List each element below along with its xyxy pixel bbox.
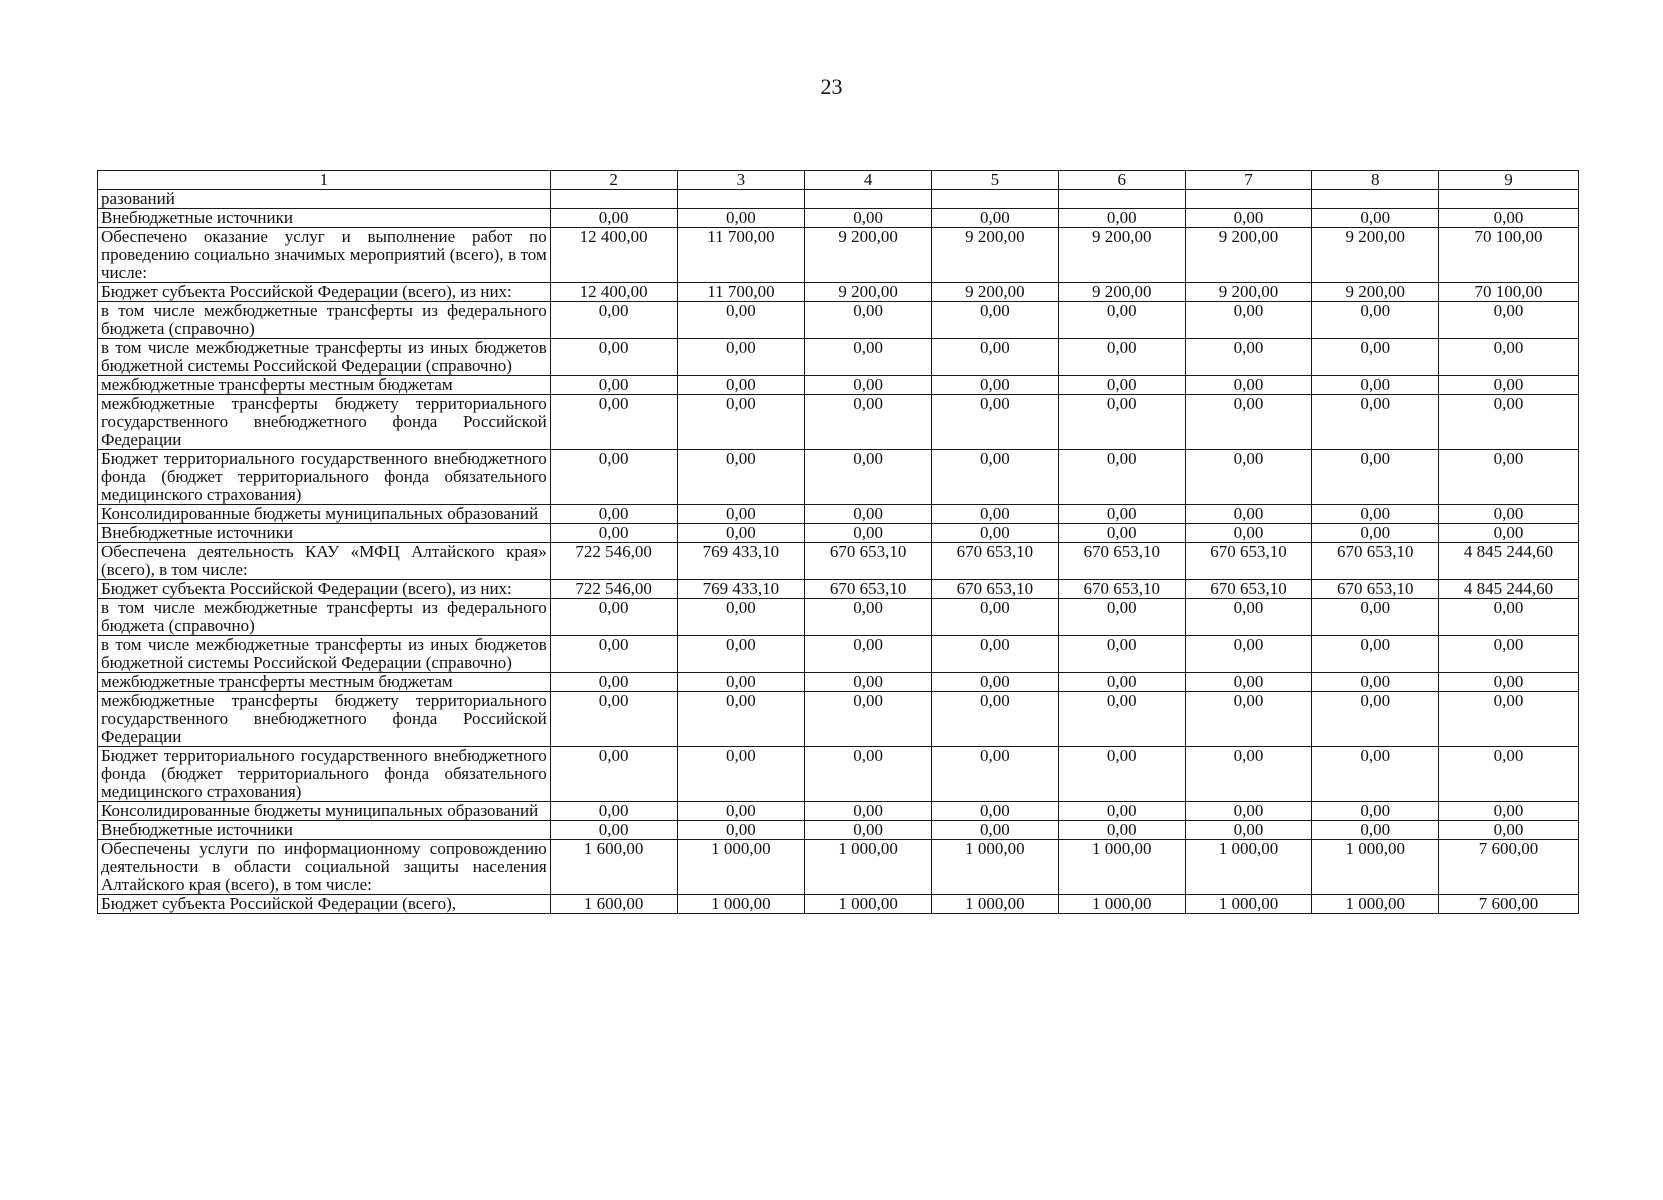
table-row [98, 283, 1579, 302]
value-cell: 0,00 [1058, 395, 1185, 450]
value-cell: 11 700,00 [677, 283, 805, 302]
value-cell: 0,00 [550, 747, 677, 802]
row-label: разований [98, 190, 551, 209]
value-cell: 0,00 [1058, 747, 1185, 802]
value-cell: 0,00 [1185, 636, 1312, 673]
value-cell: 0,00 [1185, 599, 1312, 636]
value-cell: 0,00 [1439, 821, 1579, 840]
value-cell: 1 000,00 [805, 840, 932, 895]
value-cell: 7 600,00 [1439, 840, 1579, 895]
value-cell: 0,00 [1312, 747, 1439, 802]
value-cell: 0,00 [1439, 339, 1579, 376]
value-cell: 0,00 [805, 636, 932, 673]
value-cell: 0,00 [1439, 209, 1579, 228]
value-cell: 0,00 [932, 209, 1059, 228]
value-cell: 0,00 [550, 599, 677, 636]
value-cell: 0,00 [1312, 395, 1439, 450]
row-label: в том числе межбюджетные трансферты из иных бюджетов бюджетной системы Российской Федерации (справочно) [98, 636, 551, 673]
value-cell: 0,00 [677, 692, 805, 747]
value-cell: 0,00 [1058, 209, 1185, 228]
row-label: Бюджет субъекта Российской Федерации (всего), из них: [98, 283, 551, 302]
value-cell: 670 653,10 [1312, 580, 1439, 599]
value-cell: 0,00 [1439, 376, 1579, 395]
table-row [98, 840, 1579, 895]
value-cell: 722 546,00 [550, 580, 677, 599]
value-cell: 0,00 [550, 636, 677, 673]
value-cell: 0,00 [550, 505, 677, 524]
value-cell: 0,00 [677, 599, 805, 636]
column-header: 8 [1312, 171, 1439, 190]
value-cell: 1 000,00 [1058, 840, 1185, 895]
value-cell [1058, 190, 1185, 209]
value-cell: 0,00 [1185, 339, 1312, 376]
row-label: Обеспечены услуги по информационному сопровождению деятельности в области социальной защиты населения Алтайского края (всего), в том числе: [98, 840, 551, 895]
value-cell: 0,00 [1058, 821, 1185, 840]
value-cell: 670 653,10 [1058, 580, 1185, 599]
table-row [98, 450, 1579, 505]
value-cell: 0,00 [1185, 209, 1312, 228]
value-cell: 11 700,00 [677, 228, 805, 283]
value-cell: 0,00 [1312, 209, 1439, 228]
value-cell: 9 200,00 [1185, 228, 1312, 283]
table-row [98, 302, 1579, 339]
value-cell: 0,00 [1312, 376, 1439, 395]
table-row [98, 505, 1579, 524]
row-label: межбюджетные трансферты местным бюджетам [98, 376, 551, 395]
value-cell: 0,00 [1185, 524, 1312, 543]
value-cell: 0,00 [932, 636, 1059, 673]
value-cell: 769 433,10 [677, 543, 805, 580]
table-row [98, 190, 1579, 209]
row-label: Внебюджетные источники [98, 524, 551, 543]
value-cell: 0,00 [1439, 302, 1579, 339]
value-cell: 0,00 [1058, 599, 1185, 636]
value-cell: 0,00 [932, 821, 1059, 840]
value-cell: 12 400,00 [550, 228, 677, 283]
value-cell: 0,00 [932, 450, 1059, 505]
value-cell [805, 190, 932, 209]
value-cell: 0,00 [932, 802, 1059, 821]
value-cell: 0,00 [1058, 802, 1185, 821]
value-cell: 12 400,00 [550, 283, 677, 302]
column-header: 3 [677, 171, 805, 190]
value-cell: 1 000,00 [1058, 895, 1185, 914]
value-cell: 0,00 [1439, 692, 1579, 747]
value-cell: 0,00 [1058, 636, 1185, 673]
value-cell: 7 600,00 [1439, 895, 1579, 914]
value-cell: 4 845 244,60 [1439, 543, 1579, 580]
value-cell: 0,00 [677, 339, 805, 376]
table-row [98, 228, 1579, 283]
table-row [98, 580, 1579, 599]
value-cell: 1 000,00 [677, 895, 805, 914]
value-cell: 0,00 [550, 692, 677, 747]
value-cell: 1 600,00 [550, 895, 677, 914]
table-row [98, 802, 1579, 821]
value-cell: 0,00 [1312, 636, 1439, 673]
value-cell: 0,00 [1312, 339, 1439, 376]
value-cell: 0,00 [1185, 450, 1312, 505]
value-cell: 0,00 [805, 209, 932, 228]
value-cell: 0,00 [805, 376, 932, 395]
value-cell: 9 200,00 [805, 283, 932, 302]
value-cell: 0,00 [677, 395, 805, 450]
value-cell: 0,00 [1312, 302, 1439, 339]
table-row [98, 395, 1579, 450]
row-label: Обеспечено оказание услуг и выполнение работ по проведению социально значимых мероприятий (всего), в том числе: [98, 228, 551, 283]
value-cell: 9 200,00 [1312, 228, 1439, 283]
value-cell: 670 653,10 [1185, 580, 1312, 599]
value-cell: 9 200,00 [932, 228, 1059, 283]
value-cell: 0,00 [1312, 673, 1439, 692]
value-cell: 0,00 [1439, 450, 1579, 505]
value-cell: 1 000,00 [1312, 840, 1439, 895]
value-cell: 0,00 [1058, 450, 1185, 505]
value-cell: 1 000,00 [1185, 895, 1312, 914]
value-cell: 0,00 [677, 821, 805, 840]
value-cell: 0,00 [550, 302, 677, 339]
value-cell: 0,00 [1185, 821, 1312, 840]
table-row [98, 821, 1579, 840]
row-label: Бюджет субъекта Российской Федерации (всего), из них: [98, 580, 551, 599]
value-cell [677, 190, 805, 209]
value-cell: 0,00 [932, 339, 1059, 376]
value-cell: 9 200,00 [1058, 283, 1185, 302]
table-row [98, 747, 1579, 802]
value-cell: 0,00 [932, 692, 1059, 747]
value-cell: 0,00 [1439, 599, 1579, 636]
value-cell: 1 000,00 [932, 895, 1059, 914]
value-cell: 0,00 [1312, 599, 1439, 636]
value-cell: 0,00 [805, 395, 932, 450]
row-label: Консолидированные бюджеты муниципальных образований [98, 505, 551, 524]
value-cell: 0,00 [1439, 524, 1579, 543]
value-cell: 0,00 [1312, 524, 1439, 543]
value-cell: 0,00 [677, 209, 805, 228]
row-label: межбюджетные трансферты бюджету территориального государственного внебюджетного фонда Российской Федерации [98, 692, 551, 747]
table-row [98, 339, 1579, 376]
value-cell: 0,00 [932, 673, 1059, 692]
value-cell: 0,00 [550, 395, 677, 450]
row-label: Внебюджетные источники [98, 209, 551, 228]
value-cell: 0,00 [550, 673, 677, 692]
value-cell: 0,00 [1185, 376, 1312, 395]
value-cell: 0,00 [677, 302, 805, 339]
row-label: Консолидированные бюджеты муниципальных образований [98, 802, 551, 821]
value-cell: 0,00 [805, 821, 932, 840]
value-cell: 0,00 [1439, 673, 1579, 692]
row-label: межбюджетные трансферты бюджету территориального государственного внебюджетного фонда Российской Федерации [98, 395, 551, 450]
value-cell: 0,00 [1185, 692, 1312, 747]
value-cell: 9 200,00 [1185, 283, 1312, 302]
value-cell: 0,00 [1058, 673, 1185, 692]
value-cell: 9 200,00 [1058, 228, 1185, 283]
value-cell: 9 200,00 [1312, 283, 1439, 302]
value-cell: 0,00 [550, 376, 677, 395]
value-cell: 0,00 [1185, 395, 1312, 450]
value-cell: 0,00 [677, 802, 805, 821]
value-cell: 0,00 [805, 692, 932, 747]
value-cell: 4 845 244,60 [1439, 580, 1579, 599]
value-cell: 9 200,00 [932, 283, 1059, 302]
value-cell: 0,00 [1312, 505, 1439, 524]
row-label: Внебюджетные источники [98, 821, 551, 840]
value-cell: 70 100,00 [1439, 283, 1579, 302]
value-cell: 0,00 [932, 747, 1059, 802]
value-cell: 0,00 [1058, 302, 1185, 339]
value-cell: 670 653,10 [805, 580, 932, 599]
column-header: 6 [1058, 171, 1185, 190]
value-cell: 0,00 [932, 395, 1059, 450]
row-label: Бюджет территориального государственного внебюджетного фонда (бюджет территориального фонда обязательного медицинского страхования) [98, 747, 551, 802]
value-cell: 0,00 [1439, 636, 1579, 673]
table-row [98, 636, 1579, 673]
value-cell: 670 653,10 [1185, 543, 1312, 580]
value-cell: 0,00 [677, 673, 805, 692]
column-header: 2 [550, 171, 677, 190]
column-header: 5 [932, 171, 1059, 190]
value-cell: 0,00 [1058, 505, 1185, 524]
value-cell: 0,00 [1185, 673, 1312, 692]
value-cell: 0,00 [677, 524, 805, 543]
value-cell: 0,00 [805, 599, 932, 636]
value-cell: 0,00 [805, 524, 932, 543]
value-cell: 70 100,00 [1439, 228, 1579, 283]
column-header: 4 [805, 171, 932, 190]
table-row [98, 376, 1579, 395]
value-cell: 0,00 [677, 747, 805, 802]
value-cell: 0,00 [1058, 376, 1185, 395]
value-cell: 0,00 [805, 339, 932, 376]
value-cell: 0,00 [1058, 339, 1185, 376]
value-cell: 0,00 [550, 524, 677, 543]
value-cell: 0,00 [805, 450, 932, 505]
value-cell: 0,00 [1185, 505, 1312, 524]
value-cell: 0,00 [1185, 802, 1312, 821]
value-cell: 0,00 [932, 599, 1059, 636]
value-cell: 1 000,00 [677, 840, 805, 895]
table-row [98, 673, 1579, 692]
value-cell [1312, 190, 1439, 209]
value-cell [932, 190, 1059, 209]
value-cell: 0,00 [932, 376, 1059, 395]
row-label: Бюджет территориального государственного внебюджетного фонда (бюджет территориального фонда обязательного медицинского страхования) [98, 450, 551, 505]
value-cell: 722 546,00 [550, 543, 677, 580]
value-cell: 0,00 [1185, 302, 1312, 339]
value-cell: 0,00 [677, 450, 805, 505]
row-label: в том числе межбюджетные трансферты из иных бюджетов бюджетной системы Российской Федерации (справочно) [98, 339, 551, 376]
value-cell: 0,00 [1439, 505, 1579, 524]
table-header-row [98, 171, 1579, 190]
value-cell: 0,00 [550, 450, 677, 505]
value-cell: 0,00 [805, 802, 932, 821]
row-label: в том числе межбюджетные трансферты из федерального бюджета (справочно) [98, 599, 551, 636]
value-cell: 0,00 [932, 524, 1059, 543]
value-cell: 670 653,10 [932, 543, 1059, 580]
value-cell: 0,00 [932, 505, 1059, 524]
row-label: Бюджет субъекта Российской Федерации (всего), [98, 895, 551, 914]
value-cell: 670 653,10 [932, 580, 1059, 599]
value-cell: 0,00 [1058, 524, 1185, 543]
value-cell: 0,00 [805, 747, 932, 802]
value-cell: 0,00 [805, 673, 932, 692]
value-cell: 0,00 [805, 505, 932, 524]
value-cell: 0,00 [1439, 802, 1579, 821]
value-cell: 0,00 [1439, 747, 1579, 802]
value-cell: 0,00 [1312, 821, 1439, 840]
value-cell: 0,00 [1312, 692, 1439, 747]
value-cell: 0,00 [1312, 450, 1439, 505]
value-cell: 0,00 [932, 302, 1059, 339]
value-cell: 1 600,00 [550, 840, 677, 895]
value-cell: 670 653,10 [1312, 543, 1439, 580]
value-cell: 0,00 [1439, 395, 1579, 450]
row-label: межбюджетные трансферты местным бюджетам [98, 673, 551, 692]
table-row [98, 524, 1579, 543]
value-cell: 670 653,10 [1058, 543, 1185, 580]
value-cell: 0,00 [1058, 692, 1185, 747]
value-cell: 1 000,00 [805, 895, 932, 914]
value-cell: 1 000,00 [1312, 895, 1439, 914]
table-row [98, 895, 1579, 914]
row-label: в том числе межбюджетные трансферты из федерального бюджета (справочно) [98, 302, 551, 339]
column-header: 1 [98, 171, 551, 190]
page-number: 23 [820, 74, 843, 99]
table-row [98, 209, 1579, 228]
value-cell: 0,00 [677, 636, 805, 673]
value-cell: 0,00 [805, 302, 932, 339]
row-label: Обеспечена деятельность КАУ «МФЦ Алтайского края» (всего), в том числе: [98, 543, 551, 580]
table-row [98, 543, 1579, 580]
table-body [98, 190, 1579, 914]
value-cell: 0,00 [677, 376, 805, 395]
value-cell: 0,00 [550, 821, 677, 840]
value-cell: 0,00 [550, 209, 677, 228]
value-cell: 1 000,00 [1185, 840, 1312, 895]
value-cell: 1 000,00 [932, 840, 1059, 895]
value-cell: 670 653,10 [805, 543, 932, 580]
table-row [98, 599, 1579, 636]
value-cell: 769 433,10 [677, 580, 805, 599]
value-cell: 0,00 [677, 505, 805, 524]
value-cell [1185, 190, 1312, 209]
budget-table [97, 170, 1579, 914]
value-cell: 0,00 [1312, 802, 1439, 821]
value-cell: 0,00 [550, 802, 677, 821]
value-cell [1439, 190, 1579, 209]
column-header: 9 [1439, 171, 1579, 190]
column-header: 7 [1185, 171, 1312, 190]
table-row [98, 692, 1579, 747]
value-cell [550, 190, 677, 209]
value-cell: 0,00 [1185, 747, 1312, 802]
value-cell: 9 200,00 [805, 228, 932, 283]
value-cell: 0,00 [550, 339, 677, 376]
